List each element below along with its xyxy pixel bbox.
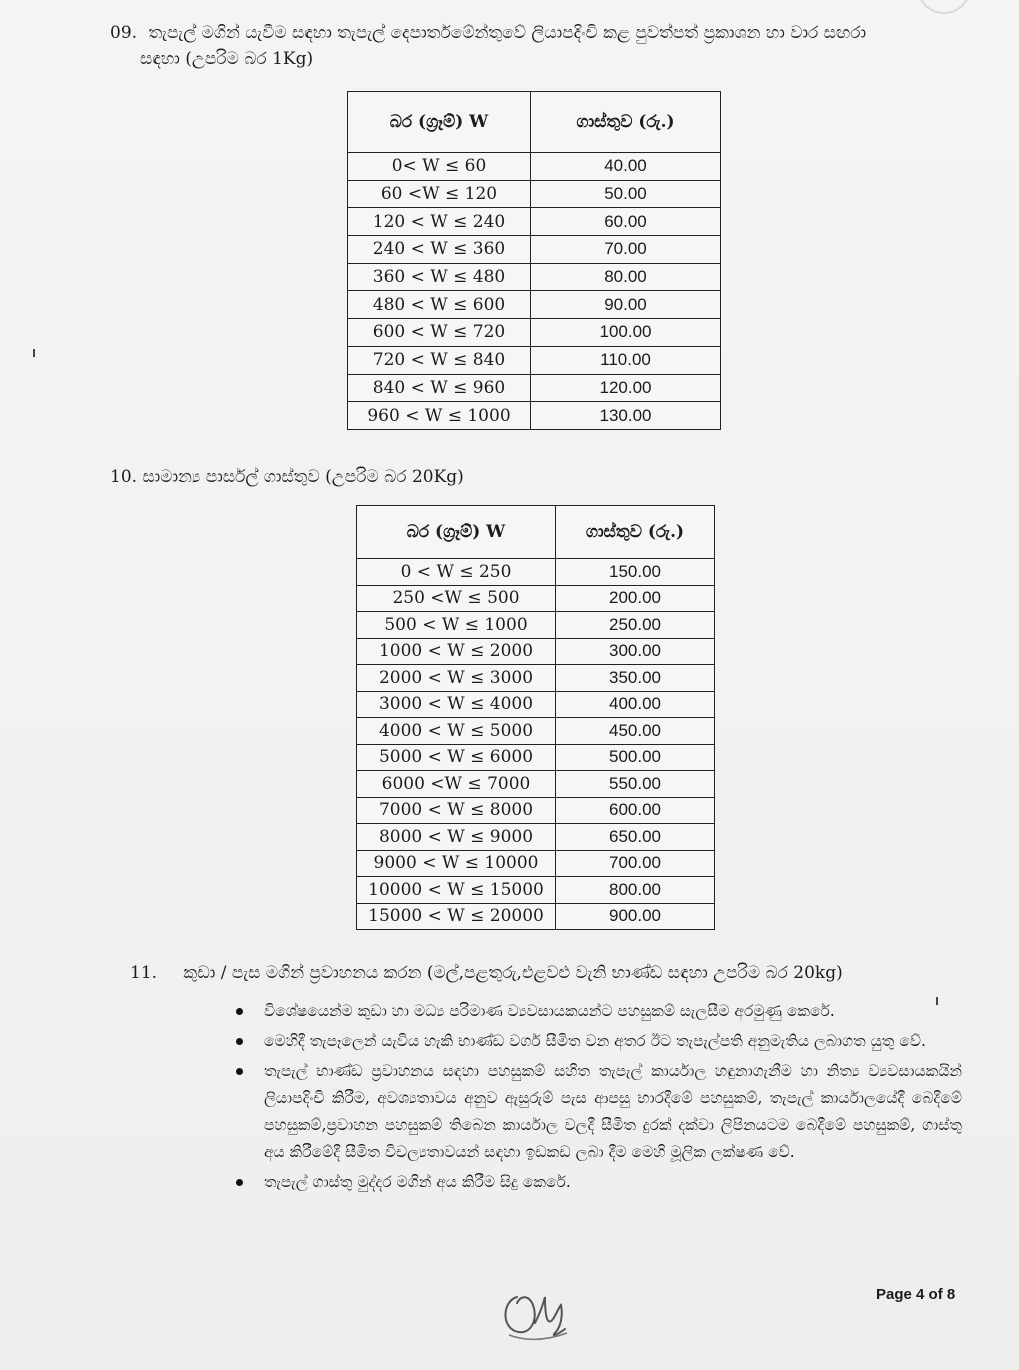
fee-cell: 130.00: [531, 402, 721, 430]
table-row: [348, 374, 721, 402]
page-number: Page 4 of 8: [876, 1286, 956, 1303]
table-row: [357, 903, 715, 930]
weight-range-cell: 3000 < W ≤ 4000: [357, 691, 556, 718]
fee-cell: 650.00: [556, 824, 715, 851]
section-09-table-body: [348, 153, 721, 430]
weight-range-cell: 500 < W ≤ 1000: [357, 612, 556, 639]
table-row: [348, 180, 721, 208]
section-10-heading: [110, 464, 464, 490]
weight-range-cell: 0 < W ≤ 250: [357, 559, 556, 586]
fee-cell: 600.00: [556, 797, 715, 824]
weight-range-cell: 6000 <W ≤ 7000: [357, 771, 556, 798]
table-row: [357, 850, 715, 877]
weight-column-header: බර (ග්‍රෑම්) W: [348, 92, 531, 153]
fee-cell: 70.00: [531, 236, 721, 264]
weight-range-cell: 1000 < W ≤ 2000: [357, 638, 556, 665]
table-row: [357, 612, 715, 639]
section-11-number: 11.: [130, 963, 158, 983]
table-row: [348, 208, 721, 236]
weight-range-cell: 250 <W ≤ 500: [357, 585, 556, 612]
fee-cell: 40.00: [531, 153, 721, 181]
section-09-rate-table: [347, 91, 721, 430]
weight-range-cell: 5000 < W ≤ 6000: [357, 744, 556, 771]
fee-cell: 80.00: [531, 263, 721, 291]
list-item: විශේෂයෙන්ම කුඩා හා මධ්‍ය පරිමාණ ව්‍යවසායකයන්ට පහසුකම් සැලසීම අරමුණු කෙරේ.: [232, 998, 962, 1025]
weight-range-cell: 60 <W ≤ 120: [348, 180, 531, 208]
section-10-number: 10.: [110, 467, 138, 487]
scan-speck: [33, 349, 35, 357]
table-row: [357, 877, 715, 904]
table-header-row: [348, 92, 721, 153]
table-row: [357, 585, 715, 612]
fee-cell: 90.00: [531, 291, 721, 319]
table-row: [357, 771, 715, 798]
fee-cell: 200.00: [556, 585, 715, 612]
section-10-rate-table: [356, 505, 715, 930]
table-row: [357, 744, 715, 771]
fee-cell: 500.00: [556, 744, 715, 771]
weight-range-cell: 480 < W ≤ 600: [348, 291, 531, 319]
weight-column-header: බර (ග්‍රෑම්) W: [357, 506, 556, 559]
table-row: [357, 824, 715, 851]
weight-range-cell: 15000 < W ≤ 20000: [357, 903, 556, 930]
section-11-heading: [130, 960, 930, 986]
table-header-row: [357, 506, 715, 559]
list-item: මෙහිදී තැපෑලෙන් යැවිය හැකි භාණ්ඩ වර්ග සීමිත වන අතර ඊට තැපැල්පති අනුමැතිය ලබාගත යුතු වේ.: [232, 1028, 962, 1055]
fee-cell: 450.00: [556, 718, 715, 745]
table-row: [348, 291, 721, 319]
fee-cell: 900.00: [556, 903, 715, 930]
section-11-title: කුඩා / පැස මගින් ප්‍රවාහනය කරන (මල්,පළතුරු,එළවළු වැනි භාණ්ඩ සඳහා උපරිම බර 20kg): [183, 963, 843, 983]
page-corner-mark: [917, 0, 971, 14]
fee-cell: 300.00: [556, 638, 715, 665]
table-row: [357, 559, 715, 586]
weight-range-cell: 2000 < W ≤ 3000: [357, 665, 556, 692]
weight-range-cell: 9000 < W ≤ 10000: [357, 850, 556, 877]
table-row: [357, 691, 715, 718]
fee-cell: 400.00: [556, 691, 715, 718]
weight-range-cell: 240 < W ≤ 360: [348, 236, 531, 264]
fee-cell: 350.00: [556, 665, 715, 692]
weight-range-cell: 4000 < W ≤ 5000: [357, 718, 556, 745]
fee-column-header: ගාස්තුව (රු.): [531, 92, 721, 153]
table-row: [348, 236, 721, 264]
table-row: [348, 319, 721, 347]
table-row: [357, 665, 715, 692]
table-row: [357, 718, 715, 745]
signature-icon: [495, 1275, 585, 1345]
fee-cell: 100.00: [531, 319, 721, 347]
section-09-title-line1: තැපැල් මගින් යැවීම සඳහා තැපැල් දෙපාර්තමේන්තුවේ ලියාපදිංචි කළ පුවත්පත් ප්‍රකාශන හා වාර සඟරා: [148, 23, 867, 43]
table-row: [348, 402, 721, 430]
fee-cell: 700.00: [556, 850, 715, 877]
weight-range-cell: 840 < W ≤ 960: [348, 374, 531, 402]
weight-range-cell: 600 < W ≤ 720: [348, 319, 531, 347]
fee-cell: 800.00: [556, 877, 715, 904]
fee-cell: 60.00: [531, 208, 721, 236]
fee-cell: 50.00: [531, 180, 721, 208]
section-09-heading: [110, 20, 940, 72]
fee-cell: 250.00: [556, 612, 715, 639]
list-item: තැපැල් භාණ්ඩ ප්‍රවාහනය සඳහා පහසුකම් සහිත තැපැල් කාර්යාල හඳුනාගැනීම හා නිත්‍ය ව්‍යවසායකයින් ලියාපදිංචි කිරීම, අවශ්‍යතාවය අනුව ඇසුරුම් පැස ආපසු භාරදීමේ පහසුකම්, තැපැල් කාර්යාලයේදී බෙදීමේ පහසුකම්,ප්‍රවාහන පහසුකම් තිබෙන කාර්යාල වලදී සීමිත දුරක් දක්වා ලිපිනයටම බෙදීමේ පහසුකම්, ගාස්තු අය කිරීමේදී සීමිත විචල්‍යතාවයන් සඳහා ඉඩකඩ ලබා දීම මෙහි මූලික ලක්ෂණ වේ.: [232, 1058, 962, 1166]
table-row: [357, 638, 715, 665]
weight-range-cell: 120 < W ≤ 240: [348, 208, 531, 236]
section-09-title-line2: සඳහා (උපරිම බර 1Kg): [140, 49, 314, 69]
fee-cell: 120.00: [531, 374, 721, 402]
list-item: තැපැල් ගාස්තු මුද්දර මගින් අය කිරීම සිදු කෙරේ.: [232, 1169, 962, 1196]
weight-range-cell: 360 < W ≤ 480: [348, 263, 531, 291]
section-09-number: 09.: [110, 23, 138, 43]
section-10-table-body: [357, 559, 715, 930]
fee-cell: 150.00: [556, 559, 715, 586]
fee-cell: 110.00: [531, 346, 721, 374]
section-10-title: සාමාන්‍ය පාර්සල් ගාස්තුව (උපරිම බර 20Kg): [142, 467, 464, 487]
weight-range-cell: 960 < W ≤ 1000: [348, 402, 531, 430]
weight-range-cell: 7000 < W ≤ 8000: [357, 797, 556, 824]
section-11-bullet-list: [232, 998, 962, 1199]
table-row: [348, 263, 721, 291]
fee-cell: 550.00: [556, 771, 715, 798]
weight-range-cell: 0< W ≤ 60: [348, 153, 531, 181]
weight-range-cell: 10000 < W ≤ 15000: [357, 877, 556, 904]
fee-column-header: ගාස්තුව (රු.): [556, 506, 715, 559]
table-row: [357, 797, 715, 824]
weight-range-cell: 720 < W ≤ 840: [348, 346, 531, 374]
table-row: [348, 153, 721, 181]
weight-range-cell: 8000 < W ≤ 9000: [357, 824, 556, 851]
table-row: [348, 346, 721, 374]
